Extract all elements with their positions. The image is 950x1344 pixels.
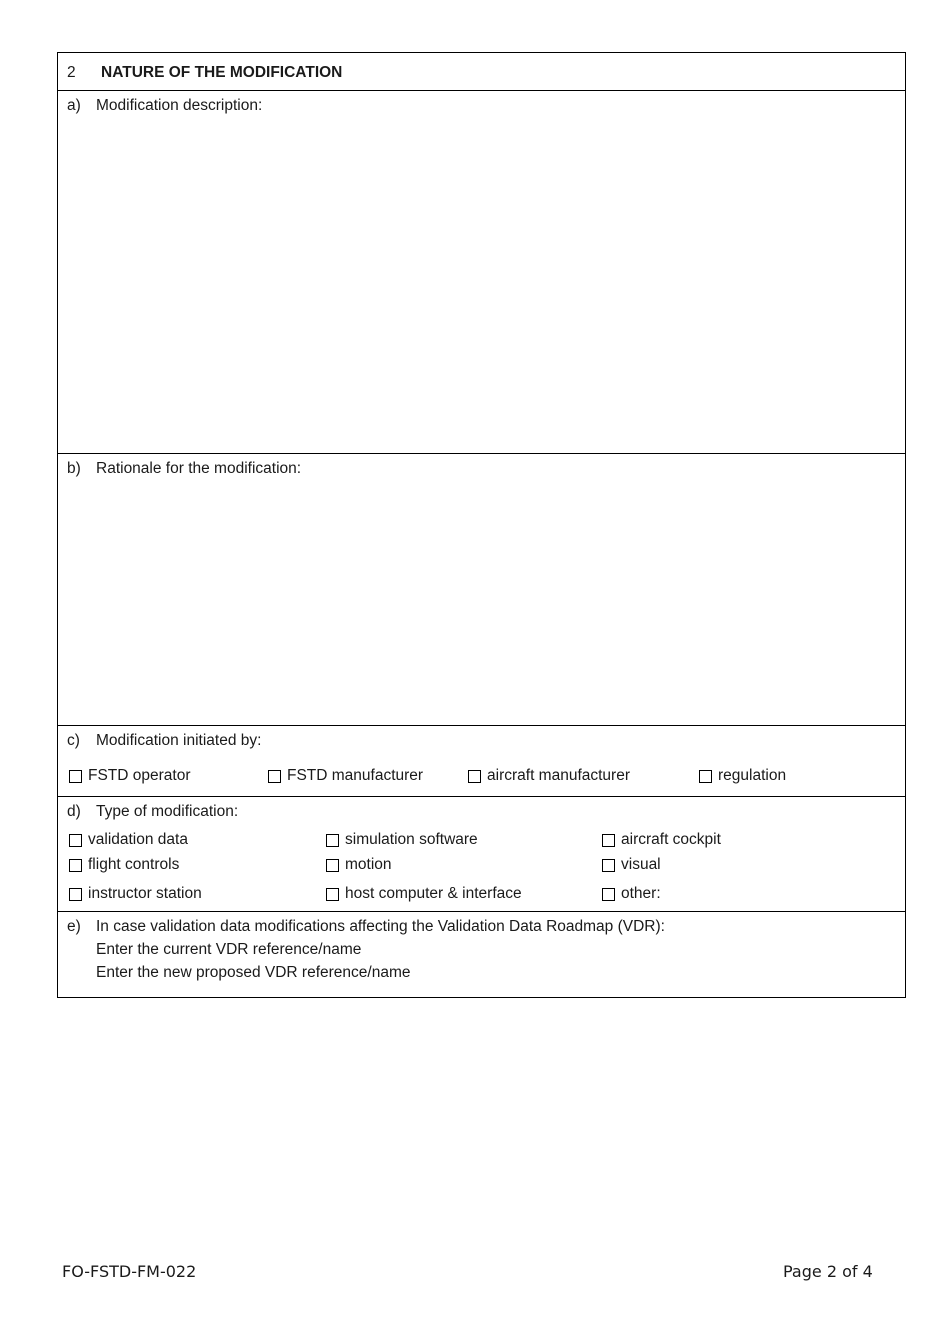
checkbox-flight-controls[interactable]: flight controls: [69, 856, 179, 874]
checkbox-icon[interactable]: [69, 888, 82, 901]
type-of-modification-label: d) Type of modification:: [67, 803, 239, 820]
checkbox-simulation-software[interactable]: simulation software: [326, 831, 478, 849]
modification-form: [57, 52, 906, 998]
checkbox-icon[interactable]: [602, 834, 615, 847]
rationale-field[interactable]: [58, 453, 905, 725]
section-number: 2: [67, 64, 76, 81]
checkbox-fstd-manufacturer[interactable]: FSTD manufacturer: [268, 767, 423, 785]
checkbox-fstd-operator[interactable]: FSTD operator: [69, 767, 191, 785]
vdr-lines: [67, 918, 665, 987]
checkbox-icon[interactable]: [602, 888, 615, 901]
section-title: NATURE OF THE MODIFICATION: [101, 64, 343, 81]
checkbox-aircraft-manufacturer[interactable]: aircraft manufacturer: [468, 767, 630, 785]
checkbox-icon[interactable]: [268, 770, 281, 783]
initiated-by-label: c) Modification initiated by:: [67, 732, 262, 749]
rationale-label: b) Rationale for the modification:: [67, 460, 302, 477]
vdr-new-reference[interactable]: Enter the new proposed VDR reference/name: [96, 964, 411, 981]
checkbox-icon[interactable]: [699, 770, 712, 783]
checkbox-visual[interactable]: visual: [602, 856, 661, 874]
checkbox-icon[interactable]: [69, 834, 82, 847]
type-of-modification-row: [58, 796, 905, 911]
initiated-by-row: [58, 725, 905, 796]
checkbox-icon[interactable]: [69, 770, 82, 783]
section-header: [58, 53, 905, 90]
vdr-row: [58, 911, 905, 997]
page-number: Page 2 of 4: [783, 1262, 873, 1281]
checkbox-validation-data[interactable]: validation data: [69, 831, 188, 849]
checkbox-other[interactable]: other:: [602, 885, 661, 903]
modification-description-field[interactable]: [58, 90, 905, 453]
checkbox-instructor-station[interactable]: instructor station: [69, 885, 202, 903]
checkbox-host-computer-interface[interactable]: host computer & interface: [326, 885, 522, 903]
checkbox-icon[interactable]: [69, 859, 82, 872]
checkbox-aircraft-cockpit[interactable]: aircraft cockpit: [602, 831, 721, 849]
checkbox-icon[interactable]: [468, 770, 481, 783]
checkbox-icon[interactable]: [326, 888, 339, 901]
checkbox-icon[interactable]: [326, 859, 339, 872]
form-code: FO-FSTD-FM-022: [62, 1262, 197, 1281]
vdr-current-reference[interactable]: Enter the current VDR reference/name: [96, 941, 362, 958]
vdr-intro: e) In case validation data modifications affecting the Validation Data Roadmap (VDR):: [67, 918, 665, 935]
checkbox-motion[interactable]: motion: [326, 856, 392, 874]
modification-description-label: a) Modification description:: [67, 97, 263, 114]
checkbox-regulation[interactable]: regulation: [699, 767, 786, 785]
checkbox-icon[interactable]: [326, 834, 339, 847]
checkbox-icon[interactable]: [602, 859, 615, 872]
